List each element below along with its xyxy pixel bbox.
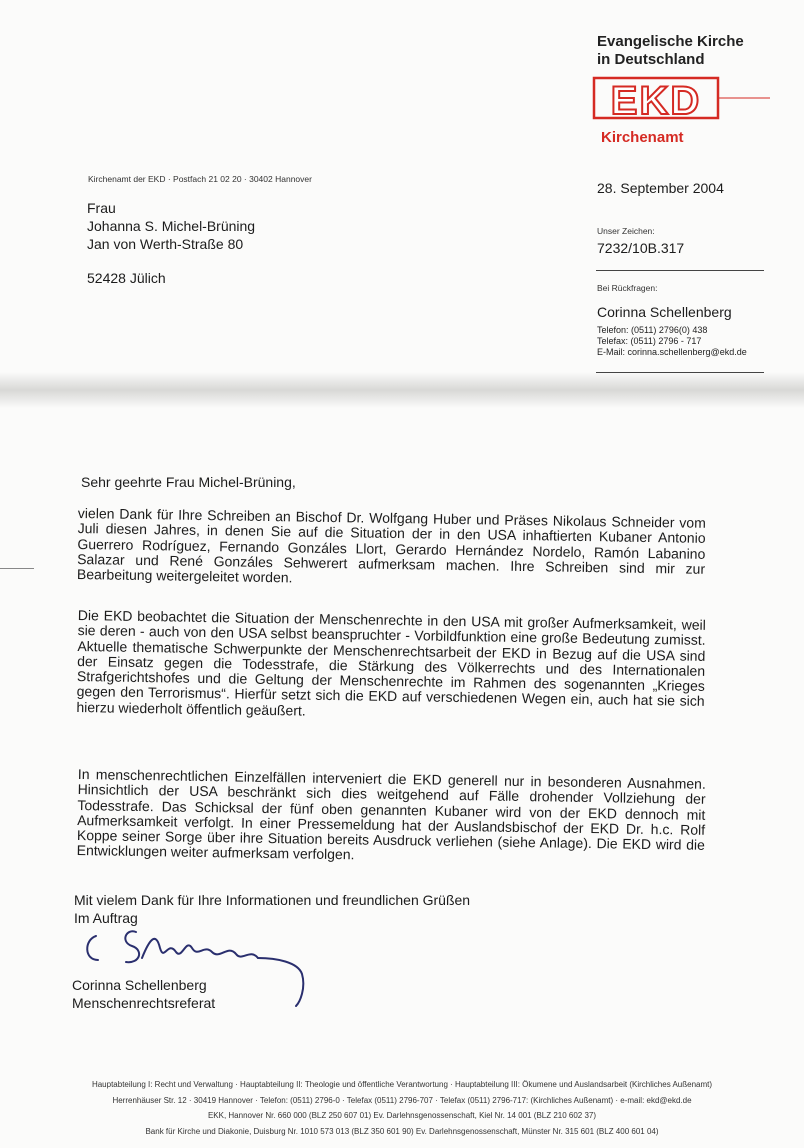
contact-fax: Telefax: (0511) 2796 - 717 [597, 336, 702, 346]
ekd-logo-text: EKD [610, 79, 702, 123]
organization-name-line2: in Deutschland [597, 51, 705, 68]
fold-mark [0, 568, 34, 569]
body-paragraph-2: Die EKD beobachtet die Situation der Menschenrechte in den USA mit großer Aufmerksamkeit, weil sie deren - auch von den USA selbst beanspruchter - Vorbildfunktion eine große Bedeutung zumisst. Aktuelle thematische Schwerpunkte der Menschenrechtsarbeit der EKD in Bezug auf die USA sind der Einsatz gegen die Todesstrafe, die Stärkung des Völkerrechts und des Internationalen Strafgerichtshofes und die Geltung der Menschenrechte im Rahmen des sogenannten „Krieges gegen den Terrorismus“. Hierfür setzt sich die EKD auf verschiedenen Wegen ein, auch hat sie sich hierzu wiederholt öffentlich geäußert. [76, 607, 706, 719]
signer-name: Corinna Schellenberg [72, 977, 207, 993]
contact-label: Bei Rückfragen: [597, 283, 658, 293]
signer-block [72, 976, 215, 1012]
paper-fold [0, 372, 804, 408]
closing-greeting: Mit vielem Dank für Ihre Informationen und freundlichen Grüßen [74, 892, 471, 908]
signer-department: Menschenrechtsreferat [72, 995, 216, 1011]
footer-line-3: EKK, Hannover Nr. 660 000 (BLZ 250 607 01) Ev. Darlehnsgenossenschaft, Kiel Nr. 14 001 (BLZ 210 602 37) [207, 1111, 597, 1120]
footer-line-2: Herrenhäuser Str. 12 · 30419 Hannover · Telefon: (0511) 2796-0 · Telefax (0511) 2796-707 · Telefax (0511) 2796-717: (Kirchliches Außenamt) · e-mail: ekd@ekd.de [112, 1095, 692, 1105]
recipient-street: Jan von Werth-Straße 80 [87, 236, 244, 252]
recipient-title: Frau [87, 200, 116, 216]
letter-salutation: Sehr geehrte Frau Michel-Brüning, [81, 474, 296, 490]
contact-details [597, 325, 747, 358]
divider-line [596, 270, 764, 271]
organization-name-line1: Evangelische Kirche [597, 33, 744, 50]
organization-name [597, 33, 744, 69]
closing-on-behalf: Im Auftrag [74, 910, 138, 926]
contact-email: E-Mail: corinna.schellenberg@ekd.de [597, 347, 747, 357]
footer-line-4: Bank für Kirche und Diakonie, Duisburg Nr. 1010 573 013 (BLZ 350 601 90) Ev. Darlehnsgenossenschaft, Münster Nr. 315 601 (BLZ 400 601 04) [145, 1126, 659, 1136]
ekd-logo [592, 76, 772, 128]
recipient-city: 52428 Jülich [87, 270, 166, 286]
department-name: Kirchenamt [601, 129, 684, 146]
letter-footer [20, 1077, 784, 1139]
contact-phone: Telefon: (0511) 2796(0) 438 [597, 325, 708, 335]
contact-name: Corinna Schellenberg [597, 304, 732, 320]
divider-line [596, 372, 764, 373]
letter-date: 28. September 2004 [597, 180, 724, 196]
recipient-name: Johanna S. Michel-Brüning [87, 218, 256, 234]
footer-line-1: Hauptabteilung I: Recht und Verwaltung · Hauptabteilung II: Theologie und öffentliche Verantwortung · Hauptabteilung III: Ökumene und Auslandsarbeit (Kirchliches Außenamt) [91, 1080, 713, 1089]
body-paragraph-1: vielen Dank für Ihre Schreiben an Bischof Dr. Wolfgang Huber und Präses Nikolaus Schneider vom Juli diesen Jahres, in denen Sie auf die Situation der in den USA inhaftierten Kubaner Antonio Guerrero Rodríguez, Fernando Gonzáles Llort, Gerardo Hernández Nordelo, Ramón Labanino Salazar und René Gonzáles Sehwerert aufmerksam machen. Ihre Schreiben sind mir zur Bearbeitung weitergeleitet worden. [76, 505, 706, 586]
reference-label: Unser Zeichen: [597, 226, 655, 236]
reference-number: 7232/10B.317 [597, 240, 685, 256]
recipient-address [87, 199, 255, 253]
sender-return-address: Kirchenamt der EKD · Postfach 21 02 20 · 30402 Hannover [88, 174, 312, 184]
body-paragraph-3: In menschenrechtlichen Einzelfällen interveniert die EKD generell nur in besonderen Ausnahmen. Hinsichtlich der USA beschränkt sich dies weitgehend auf Fälle drohender Vollziehung der Todesstrafe. Das Schicksal der fünf oben genannten Kubaner wird von der EKD dennoch mit Aufmerksamkeit verfolgt. In einer Pressemeldung hat der Auslandsbischof der EKD Dr. h.c. Rolf Koppe seiner Sorge über ihre Situation bereits Ausdruck verliehen (siehe Anlage). Die EKD wird die Entwicklungen weiter aufmerksam verfolgen. [76, 766, 706, 863]
